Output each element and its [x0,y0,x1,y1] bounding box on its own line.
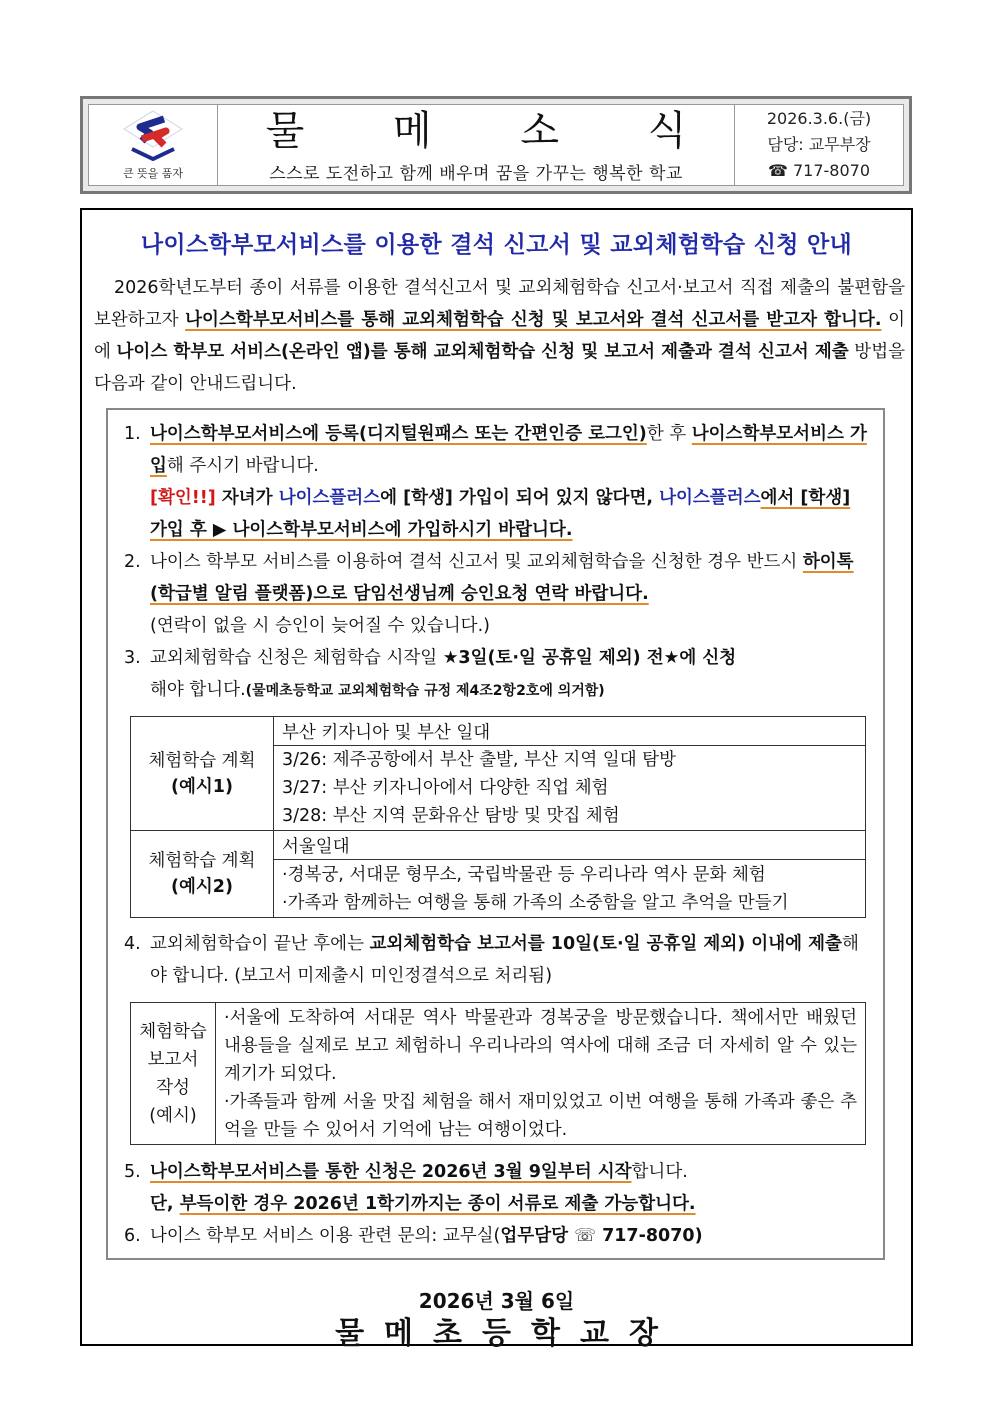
report-line: ·서울에 도착하여 서대문 역사 박물관과 경복궁을 방문했습니다. 책에서만 배웠던 내용들을 실제로 보고 체험하니 우리나라의 역사에 대해 조금 더 자세히 알 수 있는 계기가 되었다. [224,1007,857,1084]
label-line: (예시1) [171,776,233,797]
instruction-item-4 [124,928,869,992]
neis-plus-link-2: 나이스플러스 [659,488,761,508]
notice-date: 2026년 3월 6일 [418,1289,575,1313]
item6-text: 나이스 학부모 서비스 이용 관련 문의: 교무실( [150,1226,501,1246]
plan-example-1-label [131,717,274,831]
school-motto: 스스로 도전하고 함께 배우며 꿈을 가꾸는 행복한 학교 [269,163,683,184]
item3-regulation: (물메초등학교 교외체험학습 규정 제4조2항2호에 의거함) [245,683,605,699]
school-logo-cell [89,105,218,185]
report-example-body [216,1003,866,1145]
item4-text: 교외체험학습이 끝난 후에는 [150,934,370,954]
item5-emphasis-2: 부득이한 경우 2026년 1학기까지는 종이 서류로 제출 가능합니다. [179,1194,696,1214]
item3-text-2: 해야 합니다. [150,680,246,700]
report-example-label [131,1003,216,1145]
plan-example-1-schedule [274,746,866,831]
item1-emphasis-2: 나이스학부모서비스 가입 [150,424,867,476]
issue-info [735,105,903,185]
newsletter-title: 물 메 소 식 [265,107,725,154]
item5-emphasis: 나이스학부모서비스를 통한 신청은 2026년 3월 9일부터 시작 [150,1162,632,1182]
principal-signature: 물메초등학교장 [335,1316,678,1351]
instructions-box [106,408,885,1260]
item-number: 5. [124,1162,141,1182]
item6-contact: 업무담당 ☏ 717-8070) [500,1226,703,1246]
item1-note-2: 에 [학생] 가입이 되어 있지 않다면, [380,488,660,508]
item1-note-3: 에서 [학생] 가입 후 ▶ 나이스학부모서비스에 가입하시기 바랍니다. [150,488,851,540]
item-number: 2. [124,552,141,572]
label-line: (예시2) [171,877,233,897]
label-line: 체험학습 계획 [148,851,256,871]
instruction-item-1 [124,418,869,546]
item5-text-2: 단, [150,1194,180,1214]
intro-text-2: 이에 [94,310,906,362]
report-line: ·가족들과 함께 서울 맛집 체험을 해서 재미있었고 이번 여행을 통해 가족과 좋은 추억을 만들 수 있어서 기억에 남는 여행이었다. [224,1091,857,1140]
confirm-label: [확인!!] [150,488,216,508]
item-number: 1. [124,424,141,444]
schedule-line: ·가족과 함께하는 여행을 통해 가족의 소중함을 알고 추억을 만들기 [282,892,789,913]
item2-emphasis: 하이톡(학급별 알림 플랫폼)으로 담임선생님께 승인요청 연락 바랍니다. [150,552,854,604]
intro-emphasis-2: 나이스 학부모 서비스(온라인 앱)를 통해 교외체험학습 신청 및 보고서 제출과 결석 신고서 제출 [116,342,849,362]
intro-emphasis-1: 나이스학부모서비스를 통해 교외체험학습 신청 및 보고서와 결석 신고서를 받고자 합니다. [185,310,882,330]
instruction-item-3 [124,642,869,707]
item2-note: (연락이 없을 시 승인이 늦어질 수 있습니다.) [150,616,490,636]
schedule-line: 3/28: 부산 지역 문화유산 탐방 및 맛집 체험 [282,806,620,826]
item3-text: 교외체험학습 신청은 체험학습 시작일 [150,648,443,668]
label-line: (예시) [149,1105,197,1126]
issue-manager: 담당: 교무부장 [767,135,871,154]
item5-text: 합니다. [631,1162,688,1182]
plan-example-2-label [131,831,274,918]
item3-emphasis: ★3일(토·일 공휴일 제외) 전★에 신청 [442,648,737,668]
schedule-line: ·경복궁, 서대문 형무소, 국립박물관 등 우리나라 역사 문화 체험 [282,864,766,885]
item-number: 3. [124,648,141,668]
plan-example-2-place: 서울일대 [274,831,866,860]
issue-date: 2026.3.6.(금) [766,109,872,128]
item1-text: 한 후 [646,424,692,444]
item4-text-2: 해야 합니다. (보고서 미제출시 미인정결석으로 처리됨) [150,934,859,986]
plan-example-2-schedule [274,860,866,918]
instruction-item-2 [124,546,869,642]
intro-paragraph [94,272,905,400]
instruction-item-5 [124,1156,869,1220]
item1-emphasis: 나이스학부모서비스에 등록(디지털원패스 또는 간편인증 로그인) [150,424,647,444]
intro-text-1: 2026학년도부터 종이 서류를 이용한 결석신고서 및 교외체험학습 신고서·보고서 직접 제출의 불편함을 보완하고자 [94,278,905,330]
notice-body [80,208,913,1351]
item1-note-1: 자녀가 [215,488,279,508]
label-line: 체험학습 계획 [148,750,256,771]
instruction-item-6 [124,1220,869,1252]
plan-example-1-place: 부산 키자니아 및 부산 일대 [274,717,866,746]
newsletter-header [80,96,912,194]
item1-text-2: 해 주시기 바랍니다. [166,456,319,476]
plan-example-table [130,716,866,918]
label-line: 체험학습 [139,1021,207,1042]
intro-text-3: 방법을 다음과 같이 안내드립니다. [94,342,906,394]
logo-caption: 큰 뜻을 품자 [122,167,184,180]
item-number: 6. [124,1226,141,1246]
label-line: 작성 [156,1077,190,1098]
item-number: 4. [124,934,141,954]
notice-headline: 나이스학부모서비스를 이용한 결석 신고서 및 교외체험학습 신청 안내 [140,232,853,258]
schedule-line: 3/27: 부산 키자니아에서 다양한 직업 체험 [282,778,609,798]
label-line: 보고서 [147,1049,199,1070]
report-example-table [130,1002,866,1145]
school-logo-icon [120,109,186,161]
neis-plus-link: 나이스플러스 [278,488,381,508]
issue-phone: ☎ 717-8070 [767,161,871,180]
item2-text: 나이스 학부모 서비스를 이용하여 결석 신고서 및 교외체험학습을 신청한 경우 반드시 [150,552,803,572]
schedule-line: 3/26: 제주공항에서 부산 출발, 부산 지역 일대 탐방 [282,750,676,770]
item4-emphasis: 교외체험학습 보고서를 10일(토·일 공휴일 제외) 이내에 제출 [369,934,842,954]
